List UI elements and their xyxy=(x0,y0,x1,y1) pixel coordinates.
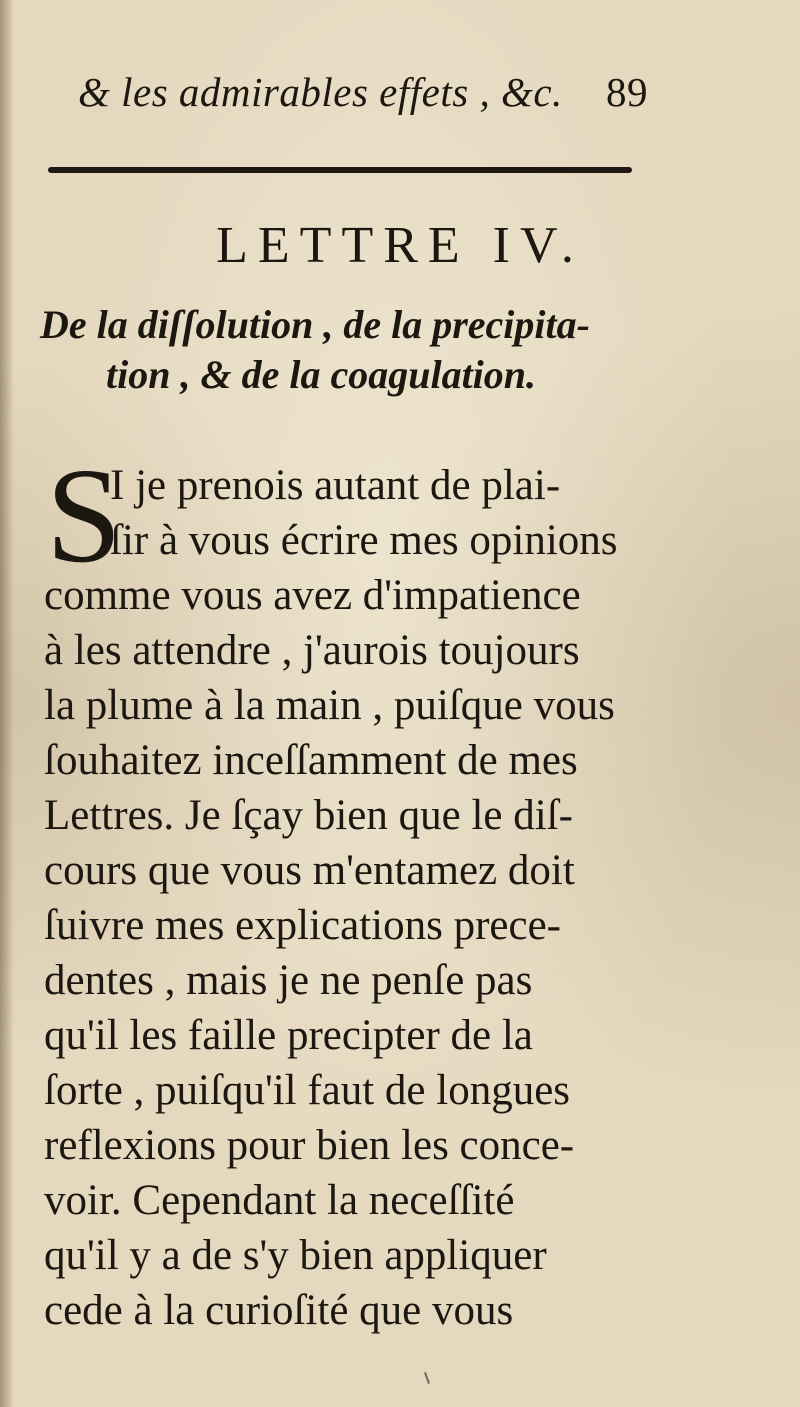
body-line: ſir à vous écrire mes opinions xyxy=(110,517,618,564)
letter-heading: LETTRE IV. xyxy=(216,217,584,274)
body-line: dentes , mais je ne penſe pas xyxy=(44,957,533,1004)
body-line: cede à la curioſité que vous xyxy=(44,1287,514,1334)
body-line: comme vous avez d'impatience xyxy=(44,572,581,619)
body-line: qu'il les faille precipter de la xyxy=(44,1012,533,1059)
drop-cap: S xyxy=(46,441,122,591)
letter-subheading xyxy=(40,300,660,400)
body-line: Lettres. Je ſçay bien que le diſ- xyxy=(44,792,573,839)
body-line: ſorte , puiſqu'il faut de longues xyxy=(44,1067,571,1114)
subheading-line: De la diſſolution , de la precipita- xyxy=(40,302,590,347)
body-line: reflexions pour bien les conce- xyxy=(44,1122,575,1169)
body-line: qu'il y a de s'y bien appliquer xyxy=(44,1232,547,1279)
page-number: 89 xyxy=(606,69,648,115)
running-head xyxy=(78,62,648,122)
body-line: ſouhaitez inceſſamment de mes xyxy=(44,737,578,784)
body-line: à les attendre , j'aurois toujours xyxy=(44,627,580,674)
body-line: ſuivre mes explications prece- xyxy=(44,902,561,949)
subheading-line: tion , & de la coagulation. xyxy=(106,352,537,397)
body-line: cours que vous m'entamez doit xyxy=(44,847,575,894)
body-line: I je prenois autant de plai- xyxy=(110,462,561,509)
header-rule xyxy=(48,167,632,173)
letter-body xyxy=(44,441,644,1338)
running-head-title: & les admirables effets , &c. xyxy=(78,69,563,115)
ink-speck xyxy=(424,1372,430,1384)
body-line: la plume à la main , puiſque vous xyxy=(44,682,615,729)
body-line: voir. Cependant la neceſſité xyxy=(44,1177,515,1224)
